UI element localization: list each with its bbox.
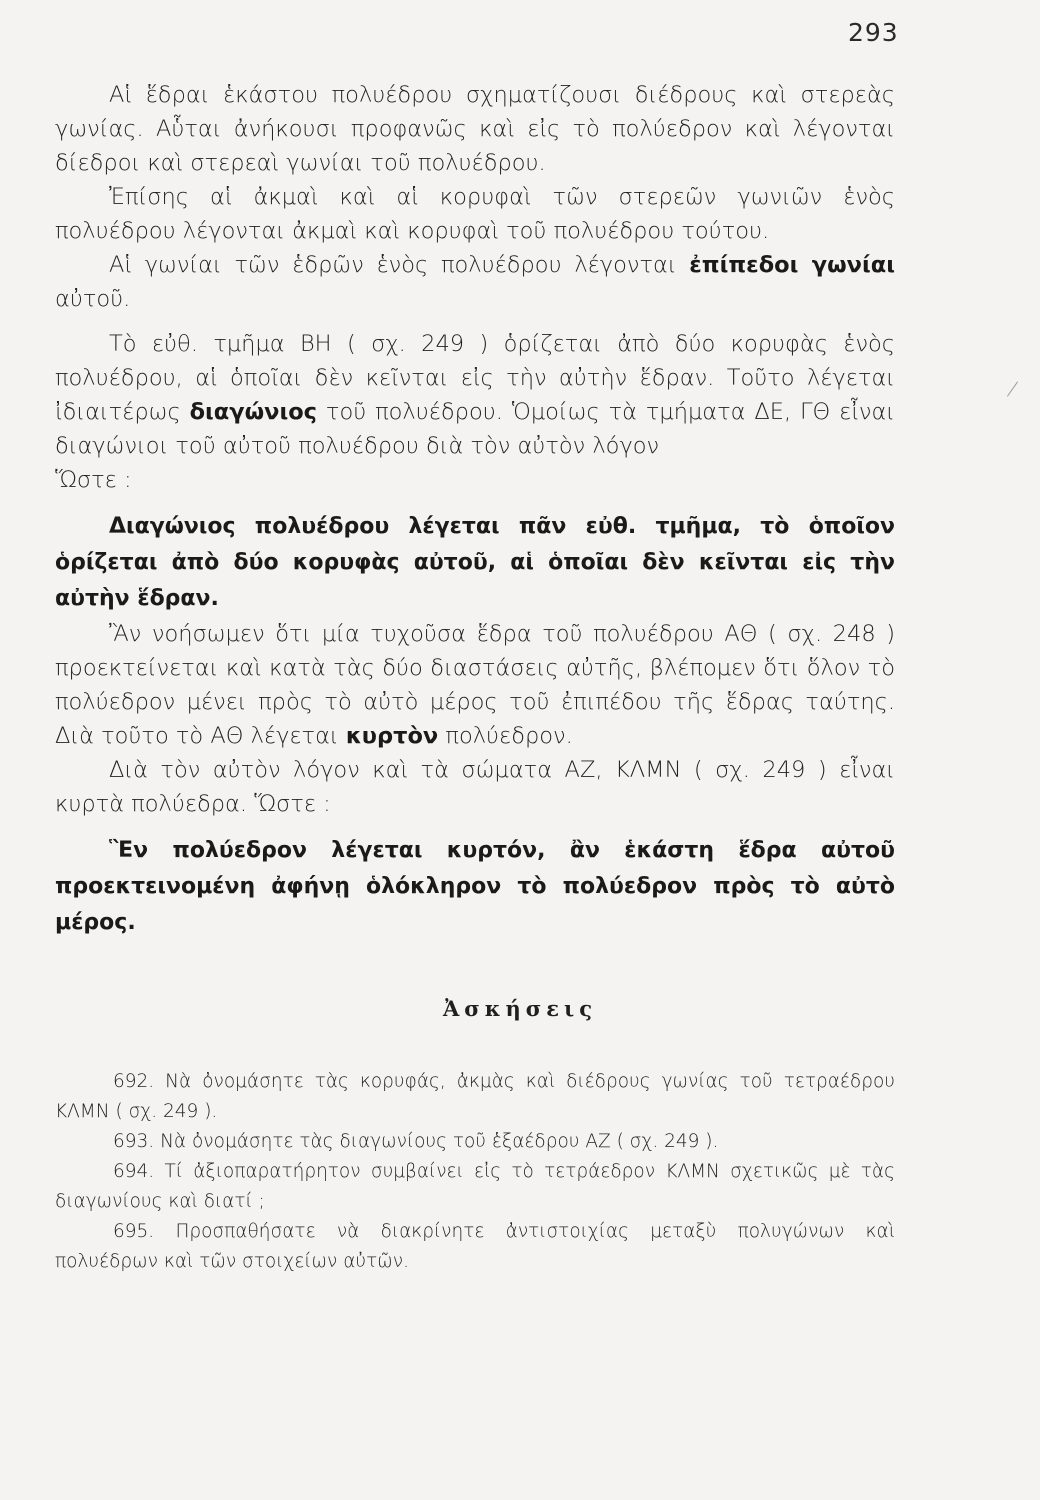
definition-convex: Ἓν πολύεδρον λέγεται κυρτόν, ἂν ἑκάστη ἕδρα αὐτοῦ προεκτεινομένη ἀφήνῃ ὁλόκληρον τὸ πολύεδρον πρὸς τὸ αὐτὸ μέρος.: [55, 838, 895, 935]
margin-pencil-mark: [1007, 381, 1018, 396]
definition-diagonal: Διαγώνιος πολυέδρου λέγεται πᾶν εὐθ. τμῆμα, τὸ ὁποῖον ὁρίζεται ἀπὸ δύο κορυφὰς αὐτοῦ, αἱ ὁποῖαι δὲν κεῖνται εἰς τὴν αὐτὴν ἕδραν.: [55, 514, 895, 611]
exercise-item: 693. Νὰ ὀνομάσητε τὰς διαγωνίους τοῦ ἑξαέδρου ΑΖ ( σχ. 249 ).: [113, 1131, 719, 1152]
term-diagonal: διαγώνιος: [189, 399, 318, 425]
exercises-list: [55, 1067, 895, 1277]
paragraph-edges-vertices: Ἐπίσης αἱ ἀκμαὶ καὶ αἱ κορυφαὶ τῶν στερεῶν γωνιῶν ἑνὸς πολυέδρου λέγονται ἀκμαὶ καὶ κορυφαὶ τοῦ πολυέδρου τούτου.: [55, 184, 895, 244]
paragraph-plane-angles: [55, 248, 895, 316]
term-convex: κυρτὸν: [345, 723, 439, 749]
paragraph-therefore: Ὥστε :: [55, 467, 132, 493]
paragraph-convex: [55, 617, 895, 753]
text-run: Ἂν νοήσωμεν ὅτι μία τυχοῦσα ἕδρα τοῦ πολυέδρου ΑΘ ( σχ. 248 ) προεκτείνεται καὶ κατὰ τὰς δύο διαστάσεις αὐτῆς, βλέπομεν ὅτι ὅλον τὸ πολύεδρον μένει πρὸς τὸ αὐτὸ μέρος τοῦ ἐπιπέδου τῆς ἕδρας ταύτης. Διὰ τοῦτο τὸ ΑΘ λέγεται: [55, 621, 895, 749]
text-run: Τὸ εὐθ. τμῆμα ΒΗ ( σχ. 249 ) ὁρίζεται ἀπὸ δύο κορυφὰς ἑνὸς πολυέδρου, αἱ ὁποῖαι δὲν κεῖνται εἰς τὴν αὐτὴν ἕδραν. Τοῦτο λέγεται ἰδιαιτέρως: [55, 331, 895, 425]
exercise-item: 695. Προσπαθήσατε νὰ διακρίνητε ἀντιστοιχίας μεταξὺ πολυγώνων καὶ πολυέδρων καὶ τῶν στοιχείων αὐτῶν.: [55, 1221, 895, 1272]
paragraph-convex-bodies: Διὰ τὸν αὐτὸν λόγον καὶ τὰ σώματα ΑΖ, ΚΛΜΝ ( σχ. 249 ) εἶναι κυρτὰ πολύεδρα. Ὥστε :: [55, 757, 895, 817]
text-run: τοῦ πολυέδρου. Ὁμοίως τὰ τμήματα ΔΕ, ΓΘ εἶναι διαγώνιοι τοῦ αὐτοῦ πολυέδρου διὰ τὸν αὐτὸν λόγον: [55, 399, 896, 459]
exercise-item: 692. Νὰ ὀνομάσητε τὰς κορυφάς, ἀκμὰς καὶ διέδρους γωνίας τοῦ τετραέδρου ΚΛΜΝ ( σχ. 249 ).: [55, 1071, 895, 1122]
paragraph-diagonal: [55, 327, 895, 463]
page-number: 293: [848, 18, 899, 47]
text-run: Αἱ γωνίαι τῶν ἑδρῶν ἑνὸς πολυέδρου λέγονται: [109, 252, 690, 278]
exercise-item: 694. Τί ἀξιοπαρατήρητον συμβαίνει εἰς τὸ τετράεδρον ΚΛΜΝ σχετικῶς μὲ τὰς διαγωνίους καὶ διατί ;: [55, 1161, 895, 1212]
text-run: πολύεδρον.: [438, 723, 573, 749]
main-text: [55, 78, 895, 941]
term-plane-angles: ἐπίπεδοι γωνίαι: [689, 252, 895, 278]
text-run: αὐτοῦ.: [55, 286, 131, 312]
paragraph-faces-angles: Αἱ ἕδραι ἑκάστου πολυέδρου σχηματίζουσι διέδρους καὶ στερεὰς γωνίας. Αὗται ἀνήκουσι προφανῶς καὶ εἰς τὸ πολύεδρον καὶ λέγονται δίεδροι καὶ στερεαὶ γωνίαι τοῦ πολυέδρου.: [55, 82, 895, 176]
exercises-heading: Ἀσκήσεις: [443, 996, 597, 1021]
